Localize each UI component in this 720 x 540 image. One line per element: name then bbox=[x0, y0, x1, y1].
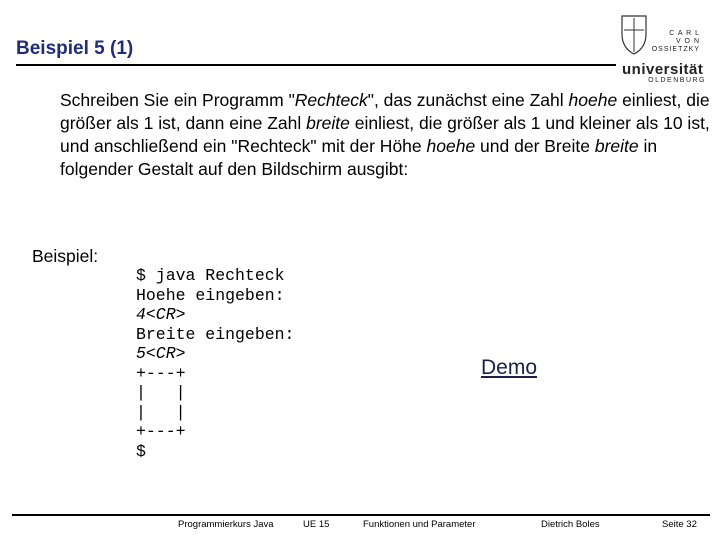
logo-university-name: universität bbox=[622, 61, 704, 78]
task-description bbox=[60, 89, 710, 181]
logo-line: C A R L bbox=[669, 30, 700, 37]
task-text-italic: hoehe bbox=[426, 136, 476, 156]
console-line: | | bbox=[136, 383, 186, 402]
task-text: ", das zunächst eine Zahl bbox=[367, 90, 569, 110]
slide-title: Beispiel 5 (1) bbox=[16, 38, 134, 59]
task-text-italic: breite bbox=[594, 136, 639, 156]
university-logo bbox=[620, 14, 714, 84]
task-text-italic: hoehe bbox=[568, 90, 618, 110]
console-line: Breite eingeben: bbox=[136, 324, 295, 344]
task-text: und der Breite bbox=[475, 136, 595, 156]
task-text: einliest, die größer als 1 und kleiner als 10 ist, und anschließend ein "Rechteck" mit der Höhe bbox=[60, 113, 710, 156]
console-line: Hoehe eingeben: bbox=[136, 285, 285, 305]
logo-line: OSSIETZKY bbox=[651, 46, 700, 53]
console-line: $ bbox=[136, 441, 146, 461]
title-divider bbox=[16, 64, 616, 66]
logo-top-text bbox=[652, 30, 700, 54]
console-line: +---+ bbox=[136, 422, 186, 441]
console-line: +---+ bbox=[136, 363, 186, 383]
console-line: | | bbox=[136, 402, 186, 422]
footer-unit: UE 15 bbox=[303, 519, 330, 530]
task-text-italic: breite bbox=[306, 113, 350, 133]
task-text: einliest, die größer als 1 ist, dann eine Zahl bbox=[60, 90, 710, 133]
footer-topic: Funktionen und Parameter bbox=[363, 519, 476, 530]
logo-line: V O N bbox=[675, 38, 700, 45]
console-output bbox=[136, 266, 294, 461]
console-input-line: 4<CR> bbox=[136, 305, 186, 324]
footer-author: Dietrich Boles bbox=[541, 519, 600, 530]
task-text: in folgender Gestalt auf den Bildschirm ausgibt: bbox=[60, 136, 658, 179]
console-line: $ java Rechteck bbox=[136, 266, 285, 285]
example-label: Beispiel: bbox=[32, 246, 99, 266]
footer-course: Programmierkurs Java bbox=[178, 519, 274, 530]
task-text: Schreiben Sie ein Programm " bbox=[60, 90, 295, 110]
footer-page-number: Seite 32 bbox=[662, 519, 697, 530]
demo-link[interactable]: Demo bbox=[481, 356, 538, 379]
footer-divider bbox=[12, 514, 710, 516]
logo-city: OLDENBURG bbox=[648, 77, 706, 84]
task-text-italic: Rechteck bbox=[294, 90, 368, 110]
console-input-line: 5<CR> bbox=[136, 344, 186, 363]
